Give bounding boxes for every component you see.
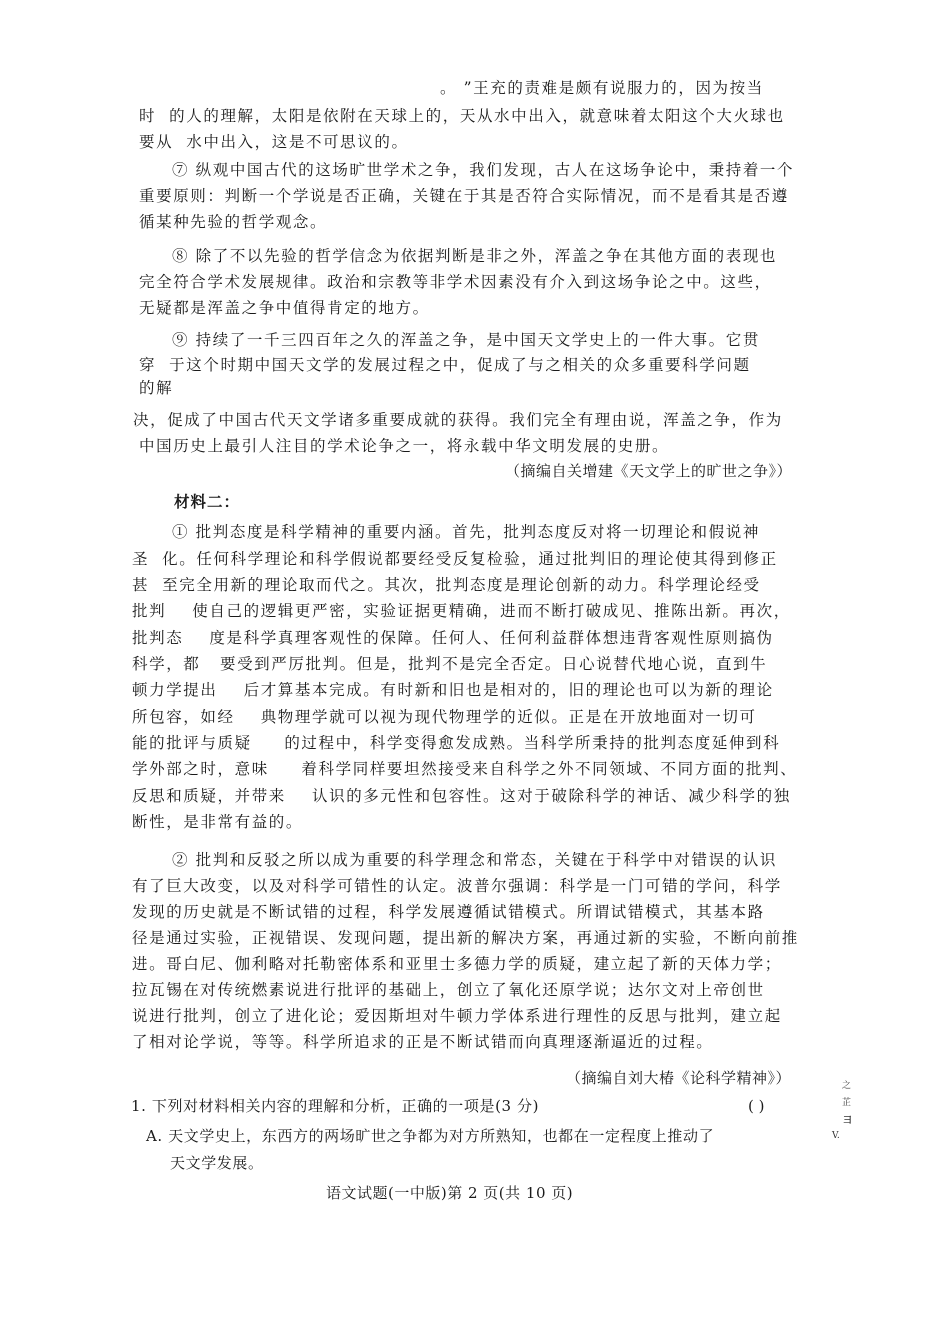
text-line: 说进行批判，创立了进化论；爱因斯坦对牛顿力学体系进行理性的反思与批判，建立起	[132, 1007, 782, 1025]
text-line: 穿 于这个时期中国天文学的发展过程之中，促成了与之相关的众多重要科学问题	[139, 356, 751, 374]
text-line: 发现的历史就是不断试错的过程，科学发展遵循试错模式。所谓试错模式，其基本路	[132, 903, 765, 921]
text-line: 甚 至完全用新的理论取而代之。其次，批判态度是理论创新的动力。科学理论经受	[132, 576, 761, 594]
section-heading: 材料二：	[174, 493, 241, 511]
option-a-continued: 天文学发展。	[170, 1154, 264, 1172]
text-line: 断性，是非常有益的。	[132, 813, 304, 831]
page-footer: 语文试题(一中版)第 2 页(共 10 页)	[326, 1184, 574, 1202]
text-line: 批判态 度是科学真理客观性的保障。任何人、任何利益群体想违背客观性原则搞伪	[132, 629, 774, 647]
text-line: 决，促成了中国古代天文学诸多重要成就的获得。我们完全有理由说，浑盖之争，作为	[133, 411, 783, 429]
text-line: 圣 化。任何科学理论和科学假说都要经受反复检验，通过批判旧的理论使其得到修正	[132, 550, 778, 568]
text-line: 顿力学提出 后才算基本完成。有时新和旧也是相对的，旧的理论也可以为新的理论	[132, 681, 774, 699]
margin-note: 彐	[843, 1116, 853, 1126]
text-line: ⑧ 除了不以先验的哲学信念为依据判断是非之外，浑盖之争在其他方面的表现也	[172, 247, 778, 265]
text-line: 批判 使自己的逻辑更严密，实验证据更精确，进而不断打破成见、推陈出新。再次，	[132, 602, 791, 620]
source-citation: （摘编自关增建《天文学上的旷世之争》）	[505, 462, 793, 480]
text-line: 有了巨大改变，以及对科学可错性的认定。波普尔强调：科学是一门可错的学问，科学	[132, 877, 782, 895]
text-line: ② 批判和反驳之所以成为重要的科学理念和常态，关键在于科学中对错误的认识	[172, 851, 778, 869]
text-line: 径是通过实验，正视错误、发现问题，提出新的解决方案，再通过新的实验，不断向前推	[132, 929, 799, 947]
text-line: 能的批评与质疑 的过程中，科学变得愈发成熟。当科学所秉持的批判态度延伸到科	[132, 734, 781, 752]
text-line: 完全符合学术发展规律。政治和宗教等非学术因素没有介入到这场争论之中。这些，	[139, 273, 772, 291]
text-line: 要从 水中出入，这是不可思议的。	[139, 133, 409, 151]
text-line: 反思和质疑，并带来 认识的多元性和包容性。这对于破除科学的神话、减少科学的独	[132, 787, 791, 805]
text-line: 拉瓦锡在对传统燃素说进行批评的基础上，创立了氧化还原学说；达尔文对上帝创世	[132, 981, 765, 999]
text-line: 无疑都是浑盖之争中值得肯定的地方。	[139, 299, 430, 317]
text-line: 中国历史上最引人注目的学术论争之一，将永载中华文明发展的史册。	[139, 437, 670, 455]
text-line: 学外部之时，意味 着科学同样要坦然接受来自科学之外不同领域、不同方面的批判、	[132, 760, 798, 778]
text-line: ① 批判态度是科学精神的重要内涵。首先，批判态度反对将一切理论和假说神	[172, 523, 760, 541]
source-citation: （摘编自刘大椿《论科学精神》）	[566, 1069, 792, 1087]
text-line: 时 的人的理解，太阳是依附在天球上的，天从水中出入，就意味着太阳这个大火球也	[139, 107, 785, 125]
text-line: ⑨ 持续了一千三四百年之久的浑盖之争，是中国天文学史上的一件大事。它贯	[172, 331, 760, 349]
text-line: 的解	[139, 379, 174, 397]
text-line: 循某种先验的哲学观念。	[139, 213, 328, 231]
margin-note: 芷	[842, 1098, 852, 1108]
text-line: 重要原则：判断一个学说是否正确，关键在于其是否符合实际情况，而不是看其是否遵	[139, 187, 789, 205]
text-line: 了相对论学说，等等。科学所追求的正是不断试错而向真理逐渐逼近的过程。	[132, 1033, 714, 1051]
margin-note: 之	[842, 1081, 852, 1091]
text-line: 进。哥白尼、伽利略对托勒密体系和亚里士多德力学的质疑，建立起了新的天体力学；	[132, 955, 782, 973]
text-line: 所包容，如经 典物理学就可以视为现代物理学的近似。正是在开放地面对一切可	[132, 708, 757, 726]
text-line: 科学，都 要受到严厉批判。但是，批判不是完全否定。日心说替代地心说，直到牛	[132, 655, 768, 673]
text-line: ⑦ 纵观中国古代的这场旷世学术之争，我们发现，古人在这场争论中，秉持着一个	[172, 161, 795, 179]
margin-note: V.	[832, 1131, 840, 1141]
question-stem: 1. 下列对材料相关内容的理解和分析，正确的一项是(3 分)	[131, 1097, 540, 1115]
answer-blank[interactable]: ( )	[748, 1097, 765, 1115]
option-a[interactable]: A. 天文学史上，东西方的两场旷世之争都为对方所熟知，也都在一定程度上推动了	[146, 1127, 715, 1145]
text-line: 。 ”王充的责难是颇有说服力的，因为按当	[440, 79, 764, 97]
